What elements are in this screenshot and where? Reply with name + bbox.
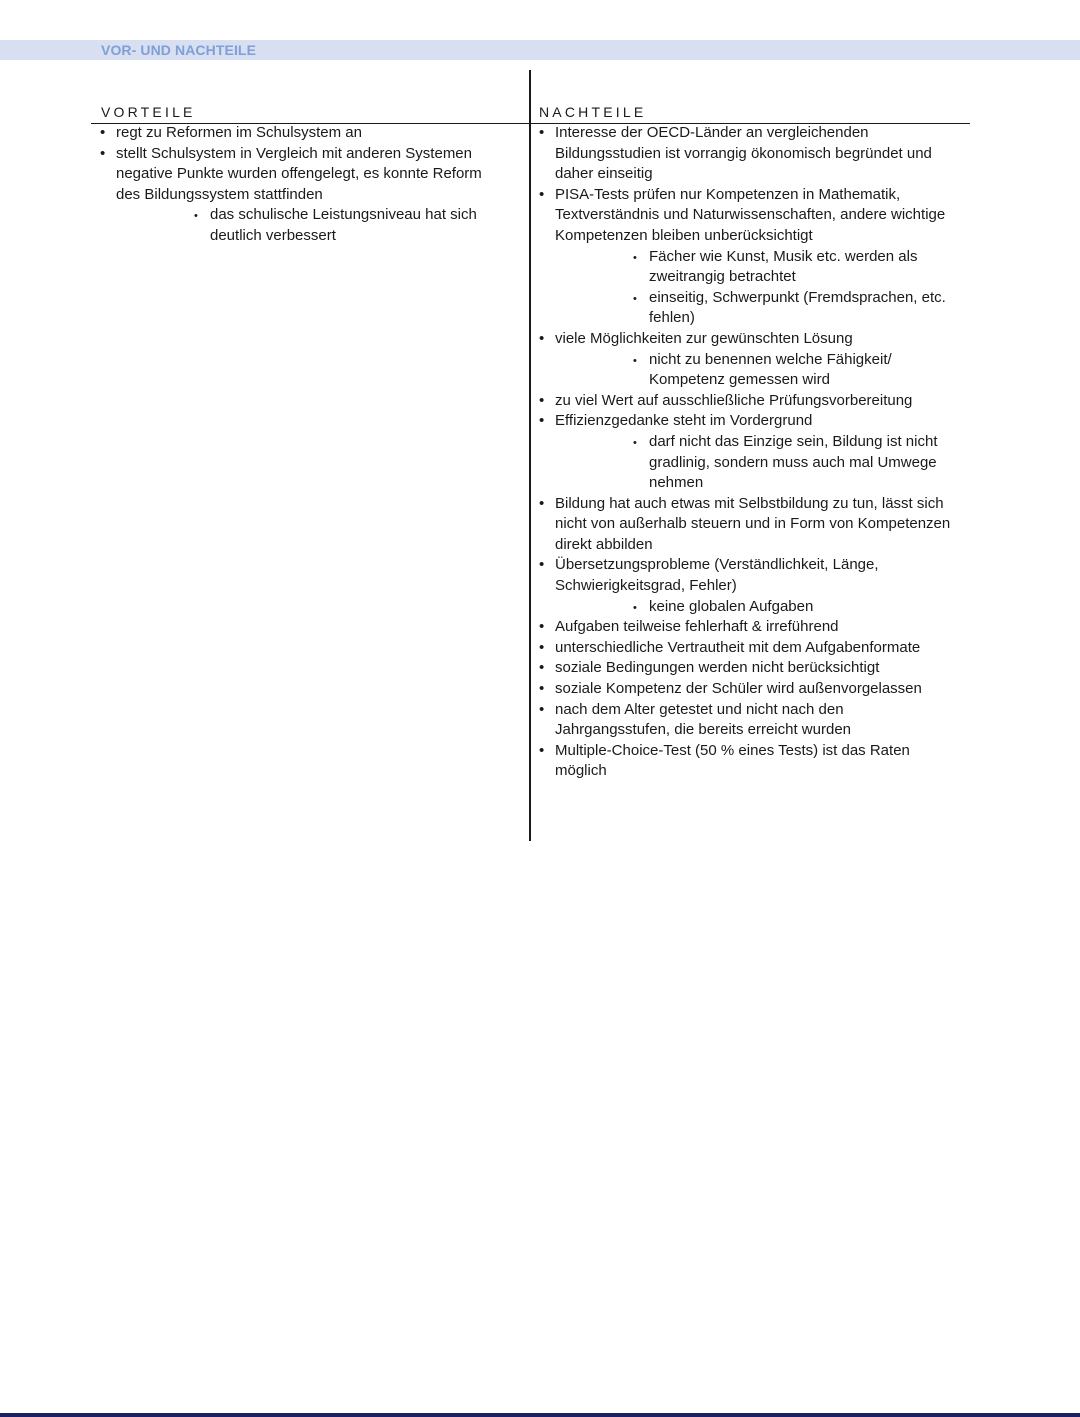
sub-list-item: • das schulische Leistungsniveau hat sich deutlich verbessert — [100, 205, 510, 246]
list-item: • Übersetzungsprobleme (Verständlichkeit, Länge, Schwierigkeitsgrad, Fehler) — [539, 555, 959, 596]
list-item: • Effizienzgedanke steht im Vordergrund — [539, 411, 959, 432]
sub-list-item: • Fächer wie Kunst, Musik etc. werden als zweitrangig betrachtet — [539, 247, 959, 288]
column-divider — [529, 70, 531, 841]
vorteile-heading: VORTEILE — [101, 104, 196, 120]
list-item: • soziale Kompetenz der Schüler wird außenvorgelassen — [539, 679, 959, 700]
list-item: • soziale Bedingungen werden nicht berücksichtigt — [539, 658, 959, 679]
list-item: • Aufgaben teilweise fehlerhaft & irreführend — [539, 617, 959, 638]
sub-list-item: • einseitig, Schwerpunkt (Fremdsprachen, etc. fehlen) — [539, 288, 959, 329]
page-bottom-border — [0, 1413, 1080, 1417]
page-title: VOR- UND NACHTEILE — [101, 42, 257, 58]
sub-list-item: • darf nicht das Einzige sein, Bildung ist nicht gradlinig, sondern muss auch mal Umwege nehmen — [539, 432, 959, 494]
list-item: • regt zu Reformen im Schulsystem an — [100, 123, 510, 144]
list-item: • PISA-Tests prüfen nur Kompetenzen in Mathematik, Textverständnis und Naturwissenschaften, andere wichtige Kompetenzen bleiben unberücksichtigt — [539, 185, 959, 247]
vorteile-list — [100, 123, 510, 247]
list-item: • Multiple-Choice-Test (50 % eines Tests) ist das Raten möglich — [539, 741, 959, 782]
list-item: • Bildung hat auch etwas mit Selbstbildung zu tun, lässt sich nicht von außerhalb steuern und in Form von Kompetenzen direkt abbilden — [539, 494, 959, 556]
nachteile-heading: NACHTEILE — [539, 104, 647, 120]
nachteile-list — [539, 123, 959, 782]
list-item: • nach dem Alter getestet und nicht nach den Jahrgangsstufen, die bereits erreicht wurden — [539, 700, 959, 741]
list-item: • Interesse der OECD-Länder an vergleichenden Bildungsstudien ist vorrangig ökonomisch begründet und daher einseitig — [539, 123, 959, 185]
list-item: • unterschiedliche Vertrautheit mit dem Aufgabenformate — [539, 638, 959, 659]
list-item: • viele Möglichkeiten zur gewünschten Lösung — [539, 329, 959, 350]
list-item: • zu viel Wert auf ausschließliche Prüfungsvorbereitung — [539, 391, 959, 412]
sub-list-item: • keine globalen Aufgaben — [539, 597, 959, 618]
list-item: • stellt Schulsystem in Vergleich mit anderen Systemen negative Punkte wurden offengelegt, es konnte Reform des Bildungssystem stattfinden — [100, 144, 510, 206]
sub-list-item: • nicht zu benennen welche Fähigkeit/ Kompetenz gemessen wird — [539, 350, 959, 391]
